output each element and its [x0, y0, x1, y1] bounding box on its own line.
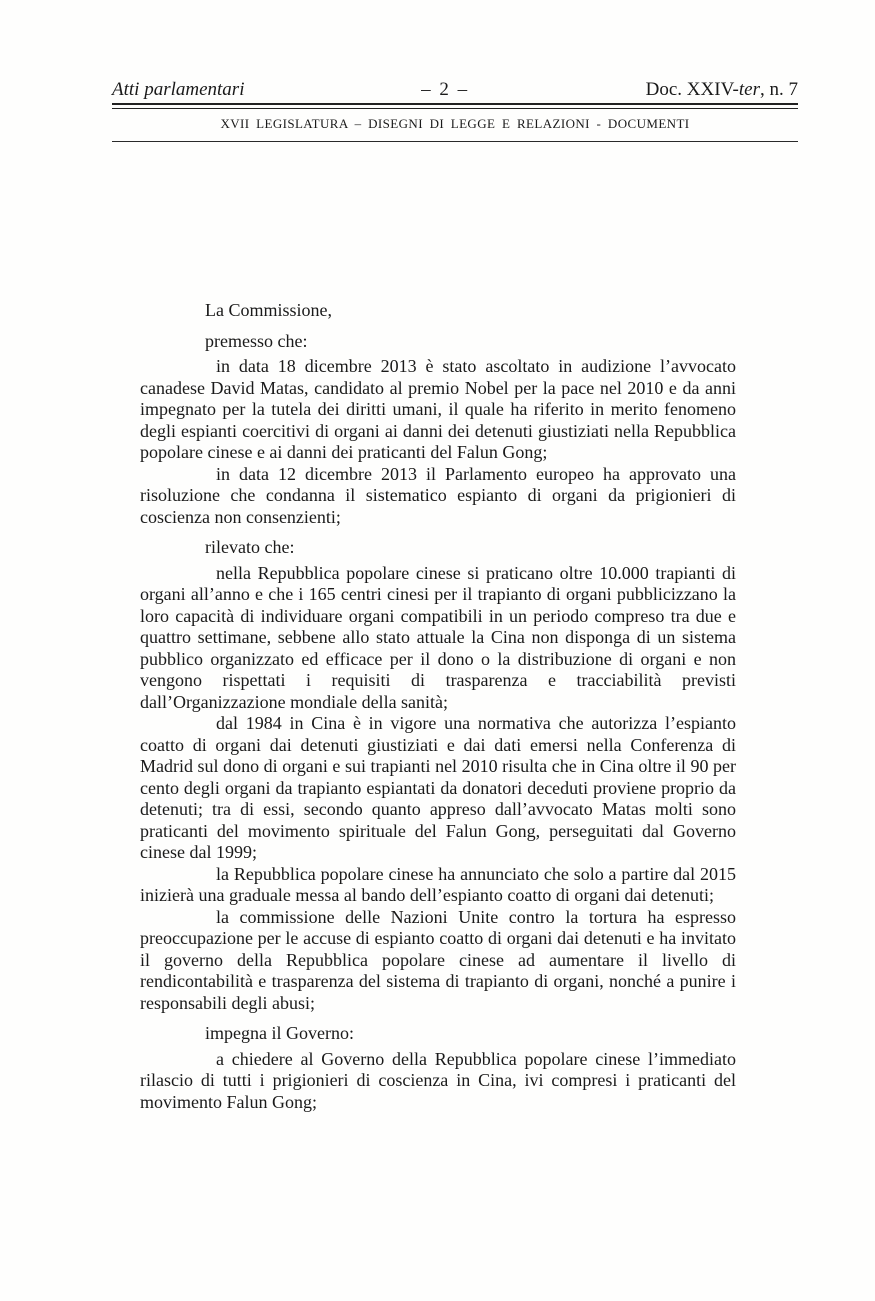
journal-title: Atti parlamentari	[112, 79, 245, 100]
paragraph-nazioni-unite-tortura: la commissione delle Nazioni Unite contro la tortura ha espresso preoccupazione per le accuse di espianto coatto di organi dai detenuti e ha invitato il governo della Repubblica popolare cinese ad aumentare il livello di rendicontabilità e trasparenza del sistema di trapianto di organi, nonché a punire i responsabili degli abusi;	[140, 906, 736, 1013]
doc-reference-suffix: , n. 7	[759, 79, 798, 100]
doc-reference-italic: ter	[738, 79, 760, 100]
paragraph-normativa-1984: dal 1984 in Cina è in vigore una normativa che autorizza l’espianto coatto di organi dai detenuti giustiziati e dai dati emersi nella Conferenza di Madrid sul dono di organi e sui trapianti nel 2010 risulta che in Cina oltre il 90 per cento degli organi da trapianto espiantati da donatori deceduti proviene proprio da detenuti; tra di essi, secondo quanto appreso dall’avvocato Matas molti sono praticanti del movimento spirituale del Falun Gong, perseguitati dal Governo cinese dal 1999;	[140, 713, 736, 862]
page-header	[112, 79, 798, 101]
paragraph-rilascio-prigionieri: a chiedere al Governo della Repubblica popolare cinese l’immediato rilascio di tutti i prigionieri di coscienza in Cina, ivi compresi i praticanti del movimento Falun Gong;	[140, 1048, 736, 1112]
doc-reference-prefix: Doc. XXIV-	[645, 79, 739, 100]
section-heading-rilevato: rilevato che:	[205, 537, 295, 557]
paragraph-trapianti-cina: nella Repubblica popolare cinese si praticano oltre 10.000 trapianti di organi all’anno e che i 165 centri cinesi per il trapianto di organi pubblicizzano la loro capacità di individuare organi compatibili in un periodo compreso tra due e quattro settimane, sebbene allo stato attuale la Cina non disponga di un sistema pubblico organizzato ed efficace per il dono o la distribuzione di organi e non vengono rispettati i requisiti di trasparenza e tracciabilità previsti dall’Organizzazione mondiale della sanità;	[140, 562, 736, 712]
section-heading-impegna-governo: impegna il Governo:	[205, 1023, 354, 1043]
section-heading-premesso: premesso che:	[205, 330, 308, 351]
legislature-subtitle: XVII LEGISLATURA – DISEGNI DI LEGGE E RELAZIONI - DOCUMENTI	[220, 116, 690, 131]
header-double-rule	[112, 103, 798, 109]
document-body	[140, 300, 736, 1113]
page-number: – 2 –	[421, 79, 470, 100]
header-single-rule	[112, 141, 798, 142]
paragraph-audizione-matas: in data 18 dicembre 2013 è stato ascoltato in audizione l’avvocato canadese David Matas, candidato al premio Nobel per la pace nel 2010 e da anni impegnato per la tutela dei diritti umani, il quale ha riferito in merito fenomeno degli espianti coercitivi di organi ai danni dei detenuti giustiziati nella Repubblica popolare cinese e ai danni dei praticanti del Falun Gong;	[140, 356, 736, 462]
paragraph-annuncio-2015: la Repubblica popolare cinese ha annunciato che solo a partire dal 2015 inizierà una graduale messa al bando dell’espianto coatto di organi dai detenuti;	[140, 863, 736, 905]
paragraph-risoluzione-parlamento-europeo: in data 12 dicembre 2013 il Parlamento europeo ha approvato una risoluzione che condanna il sistematico espianto di organi da prigionieri di coscienza non consenzienti;	[140, 463, 736, 527]
doc-reference	[646, 79, 798, 101]
opening-line-commissione: La Commissione,	[205, 300, 332, 320]
